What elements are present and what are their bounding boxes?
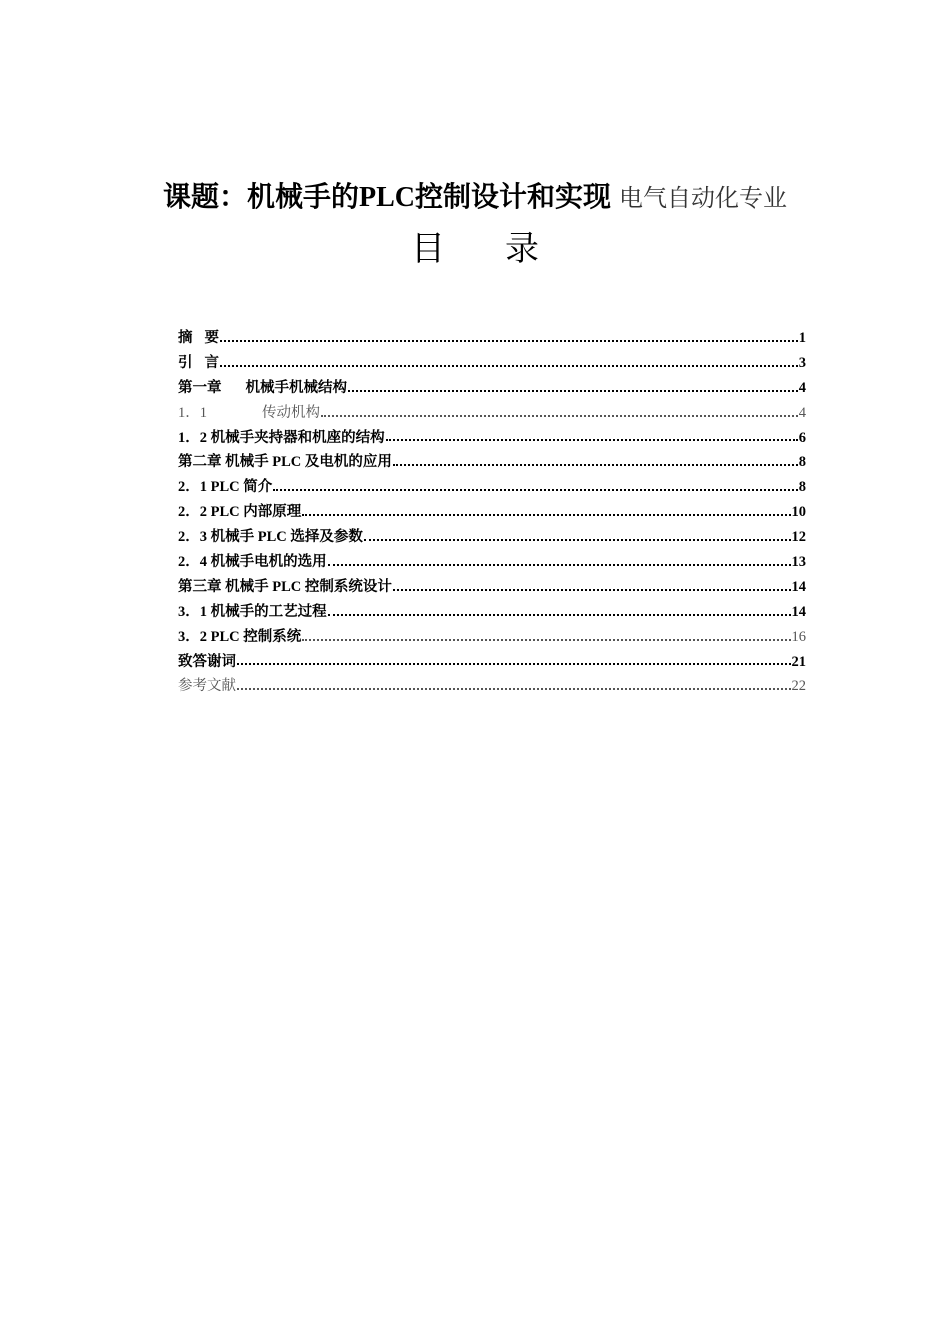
- toc-heading-right: 录: [505, 231, 539, 268]
- dot-leader: [302, 514, 790, 516]
- toc-heading: [0, 228, 950, 272]
- toc-entry[interactable]: [178, 326, 806, 351]
- toc-entry[interactable]: [178, 674, 806, 699]
- dot-leader: [364, 539, 791, 541]
- toc-entry[interactable]: [178, 450, 806, 475]
- toc-entry[interactable]: [178, 550, 806, 575]
- toc-entry[interactable]: [178, 525, 806, 550]
- dot-leader: [393, 464, 798, 466]
- toc-page-number: 3: [798, 354, 806, 371]
- dot-leader: [273, 489, 798, 491]
- toc-entry-label: 1．1 传动机构: [178, 404, 320, 421]
- toc-page-number: 10: [791, 504, 806, 521]
- dot-leader: [348, 390, 798, 392]
- toc-entry-label: 2．4 机械手电机的选用: [178, 554, 327, 571]
- toc-page-number: 21: [791, 653, 806, 670]
- toc-entry-label: 2．1 PLC 简介: [178, 479, 273, 496]
- toc-page-number: 6: [798, 429, 806, 446]
- dot-leader: [321, 415, 798, 417]
- toc-page-number: 14: [791, 578, 806, 595]
- toc-entry-label: 第二章 机械手 PLC 及电机的应用: [178, 454, 392, 471]
- toc-entry-label: 参考文献: [178, 678, 236, 695]
- dot-leader: [328, 614, 791, 616]
- toc-entry[interactable]: [178, 625, 806, 650]
- dot-leader: [220, 340, 798, 342]
- toc-entry[interactable]: [178, 426, 806, 451]
- toc-page-number: 22: [791, 678, 806, 695]
- toc-page-number: 13: [791, 554, 806, 571]
- toc-page-number: 8: [798, 479, 806, 496]
- toc-entry-label: 3．2 PLC 控制系统: [178, 628, 302, 645]
- dot-leader: [328, 564, 791, 566]
- toc-entry[interactable]: [178, 351, 806, 376]
- toc-page-number: 1: [798, 330, 806, 346]
- toc-entry-label: 第三章 机械手 PLC 控制系统设计: [178, 578, 392, 595]
- toc-entry[interactable]: [178, 475, 806, 500]
- toc-heading-left: 目: [411, 231, 445, 268]
- toc-entry-label: 第一章 机械手机械结构: [178, 379, 347, 396]
- toc-entry-label: 引 言: [178, 354, 219, 371]
- toc-page-number: 8: [798, 454, 806, 471]
- toc-entry-label: 1．2 机械手夹持器和机座的结构: [178, 429, 385, 446]
- dot-leader: [393, 589, 791, 591]
- toc-page-number: 14: [791, 603, 806, 620]
- toc-entry-label: 2．3 机械手 PLC 选择及参数: [178, 529, 363, 546]
- toc-entry[interactable]: [178, 376, 806, 401]
- dot-leader: [220, 365, 798, 367]
- title-subtitle: 电气自动化专业: [619, 186, 787, 212]
- toc-entry-label: 摘 要: [178, 330, 219, 346]
- toc-entry[interactable]: [178, 650, 806, 675]
- toc-entry[interactable]: [178, 575, 806, 600]
- toc-entry-label: 致答谢词: [178, 653, 236, 670]
- toc-page-number: 4: [798, 404, 806, 421]
- dot-leader: [386, 439, 798, 441]
- toc-entry-label: 2．2 PLC 内部原理: [178, 504, 302, 521]
- table-of-contents: [178, 326, 806, 699]
- toc-page-number: 4: [798, 379, 806, 396]
- toc-entry[interactable]: [178, 600, 806, 625]
- dot-leader: [302, 639, 790, 641]
- toc-entry-label: 3．1 机械手的工艺过程: [178, 603, 327, 620]
- title-main: 课题：机械手的PLC控制设计和实现: [162, 182, 611, 213]
- document-title: [0, 178, 950, 222]
- toc-entry[interactable]: [178, 500, 806, 525]
- toc-entry[interactable]: [178, 401, 806, 426]
- dot-leader: [237, 663, 791, 665]
- dot-leader: [237, 688, 791, 690]
- toc-page-number: 12: [791, 529, 806, 546]
- toc-page-number: 16: [791, 628, 806, 645]
